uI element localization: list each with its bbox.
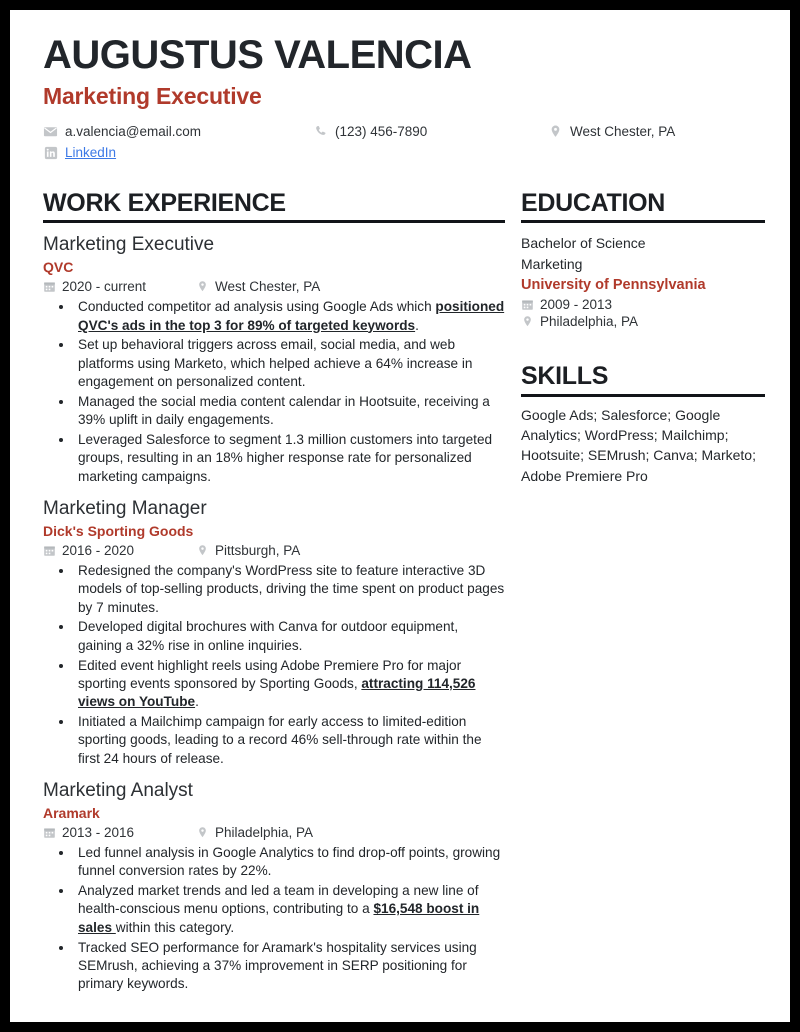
work-entry-role: Marketing Analyst [43, 780, 193, 802]
work-entry-company: Dick's Sporting Goods [43, 522, 194, 539]
resume-header [43, 34, 764, 160]
skills-heading: SKILLS [521, 362, 609, 391]
bullet-item: • Developed digital brochures with Canva for outdoor equipment, gaining a 32% rise in online inquiries. [74, 618, 505, 655]
bullet-item: • Managed the social media content calendar in Hootsuite, receiving a 39% uplift in daily engagements. [74, 393, 505, 430]
contact-phone[interactable] [313, 124, 548, 139]
work-entry-dates [43, 543, 196, 558]
work-entry-role: Marketing Manager [43, 498, 207, 520]
work-entry-dates-text: 2016 - 2020 [62, 542, 135, 558]
bullet-item: • Analyzed market trends and led a team in developing a new line of health-conscious menu options, contributing to a $16,548 boost in sales within this category. [74, 882, 505, 937]
linkedin-link-text[interactable]: LinkedIn [65, 145, 117, 161]
education-location-text: Philadelphia, PA [540, 314, 639, 330]
contact-phone-text: (123) 456-7890 [335, 124, 428, 140]
work-entry [43, 779, 505, 994]
bullet-item: • Set up behavioral triggers across email, social media, and web platforms using Marketo, which helped achieve a 64% increase in engagement on personalized content. [74, 336, 505, 391]
bullet-item: • Tracked SEO performance for Aramark's hospitality services using SEMrush, achieving a 37% improvement in SERP positioning for primary keywords. [74, 939, 505, 994]
right-column [521, 190, 765, 486]
education-degree: Bachelor of Science [521, 235, 646, 252]
education-heading: EDUCATION [521, 189, 666, 218]
education-school: University of Pennsylvania [521, 277, 706, 294]
education-field: Marketing [521, 256, 583, 273]
contact-location-text: West Chester, PA [570, 124, 676, 140]
bullet-highlight: $16,548 boost in sales [78, 901, 480, 935]
work-entry-location [196, 543, 300, 558]
map-pin-icon [521, 315, 534, 328]
work-entry-meta [43, 543, 505, 558]
work-entry-bullets [43, 562, 505, 768]
bullet-highlight: attracting 114,526 views on YouTube [78, 675, 476, 710]
work-experience-list [43, 233, 505, 993]
work-experience-heading: WORK EXPERIENCE [43, 189, 286, 218]
map-pin-icon [548, 124, 563, 139]
resume-page [10, 10, 790, 1022]
work-entry-meta [43, 825, 505, 840]
work-entry-dates [43, 825, 196, 840]
linkedin-icon [43, 145, 58, 160]
work-entry-role: Marketing Executive [43, 234, 215, 256]
contact-location [548, 124, 675, 139]
education-dates-text: 2009 - 2013 [540, 297, 613, 313]
work-entry-location [196, 279, 320, 294]
bullet-item: • Conducted competitor ad analysis using Google Ads which positioned QVC's ads in the top 3 for 89% of targeted keywords. [74, 298, 505, 335]
contact-row-primary [43, 124, 764, 139]
left-column [43, 190, 505, 995]
education-rule [521, 220, 765, 223]
work-entry-location [196, 825, 313, 840]
work-entry-location-text: West Chester, PA [215, 279, 321, 295]
education-meta [521, 297, 765, 329]
map-pin-icon [196, 826, 209, 839]
work-entry-bullets [43, 844, 505, 994]
work-entry-meta [43, 279, 505, 294]
work-entry [43, 497, 505, 768]
bullet-item: • Initiated a Mailchimp campaign for early access to limited-edition sporting goods, leading to a record 46% sell-through rate within the first 24 hours of release. [74, 713, 505, 768]
education-entry [521, 233, 765, 329]
work-entry [43, 233, 505, 486]
calendar-icon [43, 826, 56, 839]
work-entry-dates-text: 2020 - current [62, 279, 147, 295]
contact-row-secondary [43, 145, 764, 160]
map-pin-icon [196, 280, 209, 293]
calendar-icon [43, 544, 56, 557]
work-entry-company: QVC [43, 259, 74, 276]
work-entry-location-text: Pittsburgh, PA [215, 542, 301, 558]
work-experience-rule [43, 220, 505, 223]
resume-body [43, 190, 764, 995]
calendar-icon [43, 280, 56, 293]
contact-email-text: a.valencia@email.com [65, 124, 202, 140]
bullet-item: • Led funnel analysis in Google Analytics to find drop-off points, growing funnel conversion rates by 22%. [74, 844, 505, 881]
envelope-icon [43, 124, 58, 139]
education-location [521, 314, 765, 329]
skills-section [521, 363, 765, 485]
contact-linkedin[interactable] [43, 145, 313, 160]
bullet-highlight: positioned QVC's ads in the top 3 for 89% of targeted keywords [78, 299, 505, 333]
phone-icon [313, 124, 328, 139]
map-pin-icon [196, 544, 209, 557]
work-entry-bullets [43, 298, 505, 486]
bullet-item: • Edited event highlight reels using Adobe Premiere Pro for major sporting events sponsored by Sporting Goods, attracting 114,526 views on YouTube. [74, 657, 505, 712]
education-dates [521, 297, 765, 312]
calendar-icon [521, 298, 534, 311]
work-entry-dates [43, 279, 196, 294]
contact-email[interactable] [43, 124, 313, 139]
bullet-item: • Redesigned the company's WordPress site to feature interactive 3D models of top-selling products, driving the time spent on product pages by 7 minutes. [74, 562, 505, 617]
work-entry-location-text: Philadelphia, PA [215, 824, 314, 840]
candidate-name: AUGUSTUS VALENCIA [43, 33, 472, 77]
bullet-item: • Leveraged Salesforce to segment 1.3 million customers into targeted groups, resulting in an 18% higher response rate for personalized marketing campaigns. [74, 431, 505, 486]
skills-rule [521, 394, 765, 397]
work-entry-dates-text: 2013 - 2016 [62, 824, 135, 840]
skills-text: Google Ads; Salesforce; Google Analytics; WordPress; Mailchimp; Hootsuite; SEMrush; Canva; Marketo; Adobe Premiere Pro [521, 406, 756, 484]
candidate-title: Marketing Executive [43, 83, 262, 110]
work-entry-company: Aramark [43, 804, 100, 821]
